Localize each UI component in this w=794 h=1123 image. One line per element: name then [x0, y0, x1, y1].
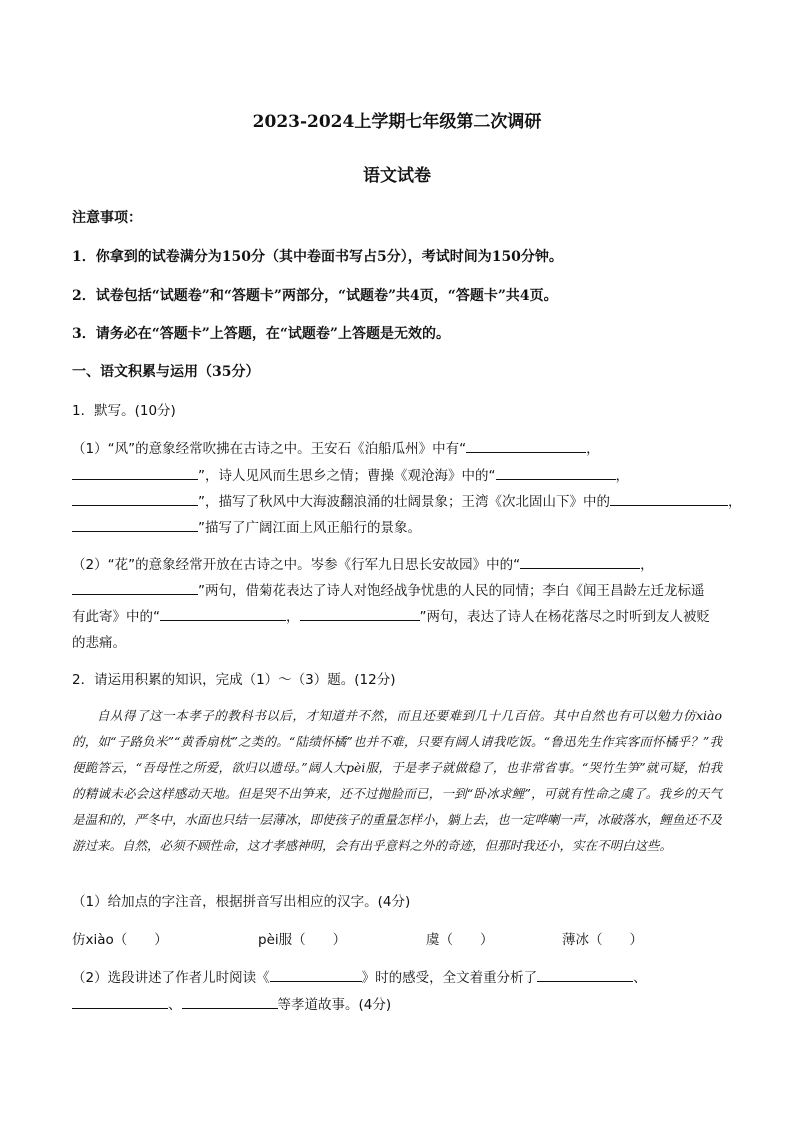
q1-part2-line1 — [72, 554, 732, 576]
q2-sub1-items — [72, 929, 732, 951]
answer-blank[interactable] — [72, 517, 198, 532]
notice-item-1: 1．你拿到的试卷满分为150分（其中卷面书写占5分），考试时间为150分钟。 — [72, 249, 563, 265]
notice-item-3: 3．请务必在“答题卡”上答题，在“试题卷”上答题是无效的。 — [72, 326, 450, 342]
q2-sub1-stem: （1）给加点的字注音，根据拼音写出相应的汉字。(4分) — [72, 894, 411, 910]
passage-text: 自从得了这一本孝子的教科书以后，才知道并不然，而且还要难到几十几百倍。其中自然也有可以勉力仿xiào的，如“子路负米”“黄香扇枕”之类的。“陆绩怀橘”也并不难，只要有阔人请我吃饭。“鲁迅先生作宾客而怀橘乎？”我便跪答云，“吾母性之所爱，欲归以遗母。”阔人大pèi服，于是孝子就做稳了，也非常省事。“哭竹生笋”就可疑，怕我的精诚未必会这样感动天地。但是哭不出笋来，还不过抛脸而已，一到“卧冰求鲤”，可就有性命之虞了。我乡的天气是温和的，严冬中，水面也只结一层薄冰，即使孩子的重量怎样小，躺上去，也一定哗喇一声，冰破落水，鲤鱼还不及游过来。自然，必须不顾性命，这才孝感神明，会有出乎意料之外的奇迹，但那时我还小，实在不明白这些。 — [72, 708, 723, 853]
answer-blank[interactable] — [610, 491, 728, 506]
q1-part1-text: ， — [728, 494, 742, 510]
answer-blank[interactable] — [182, 994, 278, 1009]
q1-part2-text: ， — [286, 609, 300, 625]
answer-blank[interactable] — [496, 465, 616, 480]
q2-sub2-text: 、 — [633, 970, 647, 986]
q1-part1-text: ”，描写了秋风中大海波翻浪涌的壮阔景象；王湾《次北固山下》中的 — [198, 494, 610, 510]
answer-blank[interactable] — [300, 606, 420, 621]
answer-blank[interactable] — [520, 554, 640, 569]
q1-part1-text: ， — [586, 441, 600, 457]
exam-subtitle: 语文试卷 — [363, 166, 431, 186]
notice-heading: 注意事项： — [72, 210, 142, 226]
section-heading: 一、语文积累与运用（35分） — [72, 364, 260, 380]
answer-blank[interactable] — [72, 580, 198, 595]
q2-sub2-line1 — [72, 967, 732, 989]
answer-blank[interactable] — [466, 438, 586, 453]
q2-sub2-text: （2）选段讲述了作者儿时阅读《 — [72, 970, 270, 986]
answer-blank[interactable] — [270, 967, 362, 982]
q1-part2-text: ， — [640, 557, 654, 573]
q1-part2-text: ”两句，表达了诗人在杨花落尽之时听到友人被贬 — [419, 609, 710, 625]
answer-blank[interactable] — [537, 967, 633, 982]
q1-part2-line3 — [72, 606, 732, 628]
answer-blank[interactable] — [160, 606, 286, 621]
reading-passage — [72, 703, 722, 859]
q1-part2-text: 有此寄》中的“ — [72, 609, 160, 625]
q1-part1-text: ”，诗人见风而生思乡之情；曹操《观沧海》中的“ — [198, 468, 496, 484]
answer-blank[interactable] — [72, 994, 168, 1009]
pinyin-item[interactable]: pèi服（ ） — [258, 932, 347, 948]
pinyin-item[interactable]: 仿xiào（ ） — [72, 932, 168, 948]
q1-part2-text: （2）“花”的意象经常开放在古诗之中。岑参《行军九日思长安故园》中的“ — [72, 557, 521, 573]
q1-part1-line3 — [72, 491, 742, 513]
pinyin-item[interactable]: 虞（ ） — [426, 932, 494, 948]
q2-sub2-text: 等孝道故事。(4分) — [277, 997, 392, 1013]
q2-sub2-text: 、 — [168, 997, 182, 1013]
q1-part1-text: （1）“风”的意象经常吹拂在古诗之中。王安石《泊船瓜州》中有“ — [72, 441, 467, 457]
pinyin-item[interactable]: 薄冰（ ） — [562, 932, 643, 948]
q2-sub2-text: 》时的感受，全文着重分析了 — [361, 970, 538, 986]
answer-blank[interactable] — [72, 465, 198, 480]
q1-part1-text: ”描写了广阔江面上风正船行的景象。 — [198, 520, 421, 536]
exam-title: 2023-2024上学期七年级第二次调研 — [252, 112, 542, 132]
q1-part1-line2 — [72, 465, 732, 487]
question-2-stem: 2．请运用积累的知识，完成（1）～（3）题。(12分) — [72, 672, 396, 688]
notice-item-2: 2．试卷包括“试题卷”和“答题卡”两部分，“试题卷”共4页，“答题卡”共4页。 — [72, 288, 558, 304]
q1-part1-line4 — [72, 517, 732, 539]
q1-part1-line1 — [72, 438, 732, 460]
q1-part1-text: ， — [615, 468, 629, 484]
q1-part2-line2 — [72, 580, 732, 602]
q1-part2-line4: 的悲痛。 — [72, 635, 126, 651]
q2-sub2-line2 — [72, 994, 732, 1016]
question-1-stem: 1．默写。(10分) — [72, 403, 176, 419]
answer-blank[interactable] — [72, 491, 198, 506]
q1-part2-text: ”两句，借菊花表达了诗人对饱经战争忧患的人民的同情；李白《闻王昌龄左迁龙标遥 — [198, 583, 705, 599]
